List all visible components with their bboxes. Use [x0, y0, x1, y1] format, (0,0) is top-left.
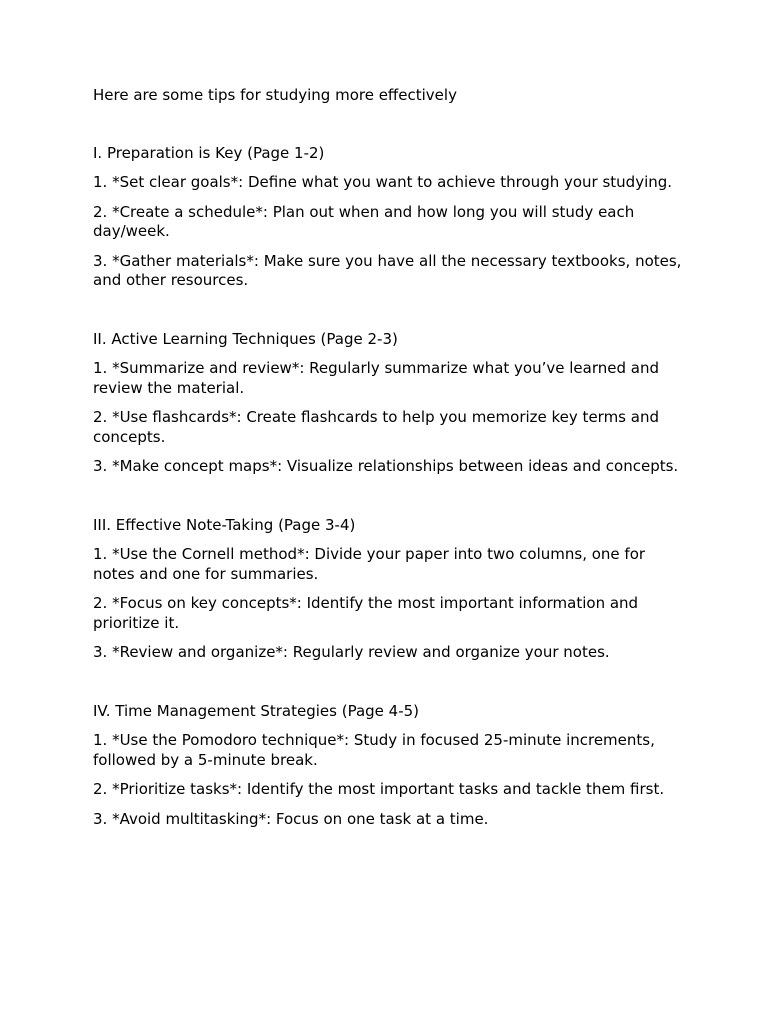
list-item: 3. *Review and organize*: Regularly review and organize your notes. — [93, 643, 610, 661]
section-preparation — [93, 144, 683, 291]
list-item: 1. *Summarize and review*: Regularly summarize what you’ve learned and review the material. — [93, 359, 659, 397]
list-item: 2. *Focus on key concepts*: Identify the most important information and prioritize it. — [93, 594, 639, 632]
section-active-learning — [93, 330, 683, 477]
section-heading: II. Active Learning Techniques (Page 2-3) — [93, 329, 398, 348]
list-item: 2. *Use flashcards*: Create flashcards to help you memorize key terms and concepts. — [93, 408, 659, 446]
list-item: 3. *Gather materials*: Make sure you have all the necessary textbooks, notes, and other resources. — [93, 251, 682, 289]
section-heading: I. Preparation is Key (Page 1-2) — [93, 143, 325, 162]
section-heading: III. Effective Note-Taking (Page 3-4) — [93, 515, 356, 534]
section-heading: IV. Time Management Strategies (Page 4-5) — [93, 701, 420, 720]
list-item: 1. *Use the Cornell method*: Divide your paper into two columns, one for notes and one for summaries. — [93, 545, 646, 583]
section-note-taking — [93, 516, 683, 663]
document-intro: Here are some tips for studying more effectively — [93, 86, 457, 104]
document-page — [93, 86, 683, 868]
list-item: 1. *Set clear goals*: Define what you want to achieve through your studying. — [93, 173, 673, 191]
list-item: 3. *Make concept maps*: Visualize relationships between ideas and concepts. — [93, 457, 679, 475]
list-item: 2. *Create a schedule*: Plan out when and how long you will study each day/week. — [93, 202, 635, 240]
list-item: 2. *Prioritize tasks*: Identify the most important tasks and tackle them first. — [93, 780, 665, 798]
section-time-management — [93, 702, 683, 830]
list-item: 1. *Use the Pomodoro technique*: Study in focused 25-minute increments, followed by a 5-minute break. — [93, 731, 655, 769]
list-item: 3. *Avoid multitasking*: Focus on one task at a time. — [93, 809, 489, 828]
